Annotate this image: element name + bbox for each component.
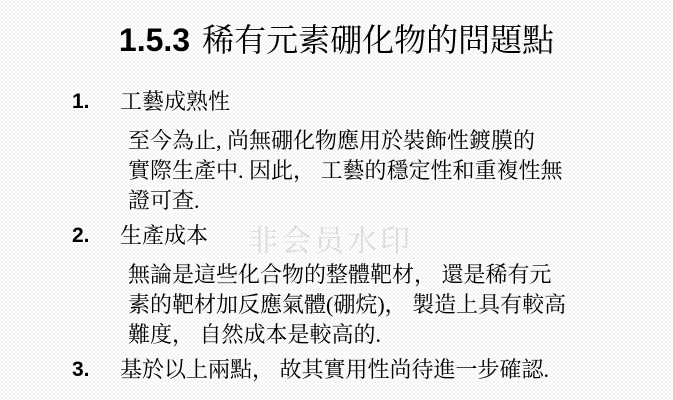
paragraph-line: 實際生產中. 因此， 工藝的穩定性和重複性無	[128, 158, 563, 183]
watermark-text: 非会员水印	[248, 225, 413, 258]
slide-title-number: 1.5.3	[118, 22, 191, 58]
paragraph-line: 素的靶材加反應氣體(硼烷)， 製造上具有較高	[128, 292, 567, 317]
slide-content	[0, 15, 673, 385]
list-item-number: 1.	[72, 90, 90, 113]
list-item-paragraph	[120, 260, 633, 350]
paragraph-line: 無論是這些化合物的整體靶材， 還是稀有元	[128, 262, 552, 287]
list-item	[72, 87, 633, 216]
list-item-number: 2.	[72, 224, 90, 247]
list-item-paragraph	[120, 126, 633, 216]
numbered-list	[0, 87, 673, 385]
paragraph-line: 證可查.	[128, 188, 200, 213]
list-item	[72, 355, 633, 385]
list-item-body	[120, 87, 633, 216]
list-item-body	[120, 221, 633, 350]
slide-title	[0, 15, 673, 61]
list-item-heading: 生產成本	[120, 223, 209, 248]
list-item-heading: 基於以上兩點， 故其實用性尚待進一步確認.	[120, 357, 550, 382]
paragraph-line: 難度， 自然成本是較高的.	[128, 322, 382, 347]
slide-title-text: 稀有元素硼化物的問題點	[202, 22, 555, 58]
list-item-number: 3.	[72, 358, 90, 381]
list-item-body	[120, 355, 633, 385]
paragraph-line: 至今為止, 尚無硼化物應用於裝飾性鍍膜的	[128, 128, 536, 153]
list-item	[72, 221, 633, 350]
list-item-heading: 工藝成熟性	[120, 89, 231, 114]
